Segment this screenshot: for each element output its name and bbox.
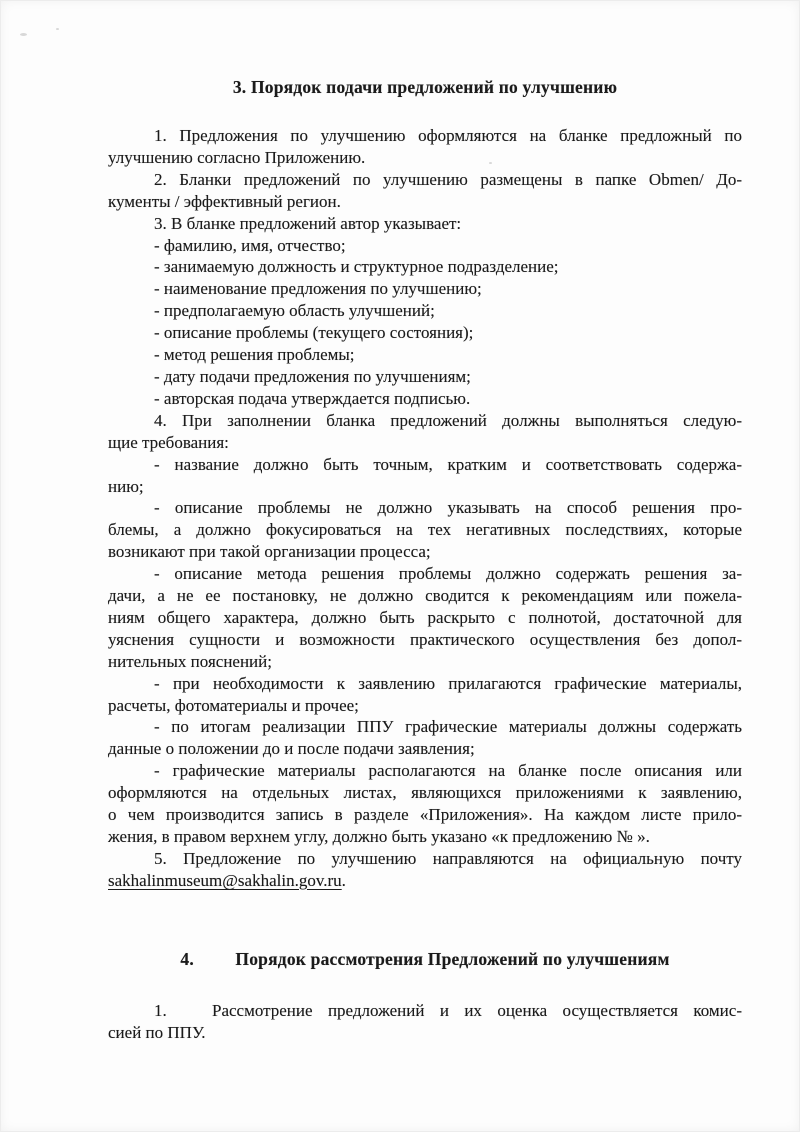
text-segment: - графические материалы располагаются на бланке после описания или (154, 761, 742, 781)
text-segment: уяснения сущности и возможности практического осуществления без допол- (108, 629, 742, 649)
paragraph (108, 322, 742, 344)
text-line (108, 629, 742, 651)
text-line (108, 585, 742, 607)
text-segment: оформляются на отдельных листах, являющихся приложениями к заявлению, (108, 783, 742, 803)
section-3-heading: 3. Порядок подачи предложений по улучшению (232, 77, 618, 97)
section-4-number: 4. (180, 948, 194, 969)
text-line (108, 213, 742, 235)
text-line (108, 278, 742, 300)
text-segment: - описание метода решения проблемы должно содержать решения за- (154, 564, 742, 584)
paragraph (108, 256, 742, 278)
text-line (108, 519, 742, 541)
text-line (108, 1000, 742, 1022)
text-segment: 2. Бланки предложений по улучшению размещены в папке Obmen/ До- (154, 169, 742, 189)
text-segment: кументы / эффективный регион. (108, 191, 341, 211)
text-segment: улучшению согласно Приложению. (108, 147, 366, 167)
paragraph (108, 1000, 742, 1044)
text-segment: 1. (154, 1000, 167, 1020)
text-line (108, 125, 742, 147)
text-segment: нительных пояснений; (108, 651, 272, 671)
text-segment: 1. Предложения по улучшению оформляются на бланке предложный по (154, 126, 742, 145)
text-line (108, 738, 742, 760)
text-line (108, 848, 742, 870)
paragraph (108, 169, 742, 213)
text-line (108, 235, 742, 257)
text-segment: Рассмотрение предложений и их оценка осуществляется комис- (212, 1000, 742, 1020)
text-segment: - наименование предложения по улучшению; (154, 279, 482, 299)
paragraph (108, 410, 742, 454)
section-4-title: Порядок рассмотрения Предложений по улучшениям (235, 948, 670, 969)
text-segment: - авторская подача утверждается подписью. (154, 388, 471, 408)
text-segment: возникают при такой организации процесса; (108, 542, 431, 562)
text-line (108, 388, 742, 410)
text-line (108, 432, 742, 454)
text-line (108, 651, 742, 673)
text-line (108, 607, 742, 629)
text-line (108, 541, 742, 563)
section-4-heading (108, 948, 742, 971)
text-line (108, 760, 742, 782)
text-line (108, 191, 742, 213)
text-segment: - занимаемую должность и структурное подразделение; (154, 257, 559, 277)
text-segment: - метод решения проблемы; (154, 345, 355, 365)
text-line (108, 804, 742, 826)
paragraph (108, 213, 742, 235)
paragraph (108, 497, 742, 563)
text-segment: ниям общего характера, должно быть раскрыто с полнотой, достаточной для (108, 607, 742, 627)
text-line (108, 695, 742, 717)
text-segment: . (341, 870, 346, 890)
text-line (108, 344, 742, 366)
text-segment: - фамилию, имя, отчество; (154, 235, 346, 255)
paragraph (108, 278, 742, 300)
text-segment: данные о положении до и после подачи заявления; (108, 739, 475, 759)
text-line (108, 476, 742, 498)
text-line (108, 322, 742, 344)
text-segment: щие требования: (108, 432, 229, 452)
paragraph (108, 300, 742, 322)
text-segment: - дату подачи предложения по улучшениям; (154, 366, 471, 386)
text-segment: 5. Предложение по улучшению направляются на официальную почту (154, 848, 742, 868)
text-segment: о чем производится запись в разделе «Приложения». На каждом листе прило- (108, 805, 742, 825)
text-line (108, 716, 742, 738)
paragraph (108, 563, 742, 673)
paragraph (108, 716, 742, 760)
text-segment: 3. В бланке предложений автор указывает: (154, 213, 462, 233)
text-line (108, 870, 742, 892)
text-segment: жения, в правом верхнем углу, должно быть указано «к предложению № ». (108, 827, 650, 846)
section-4-body (108, 1000, 742, 1044)
paragraph (108, 125, 742, 169)
text-line (108, 256, 742, 278)
paragraph (108, 848, 742, 892)
email-text: sakhalinmuseum@sakhalin.gov.ru (108, 870, 342, 890)
paragraph (108, 366, 742, 388)
text-line (108, 826, 742, 848)
paragraph (108, 344, 742, 366)
text-line (108, 169, 742, 191)
text-segment: блемы, а должно фокусироваться на тех негативных последствиях, которые (108, 520, 742, 540)
scan-speck (56, 28, 59, 30)
text-line (108, 673, 742, 695)
text-segment: - название должно быть точным, кратким и соответствовать содержа- (154, 454, 742, 474)
text-segment: - по итогам реализации ППУ графические материалы должны содержать (154, 717, 742, 737)
text-segment: расчеты, фотоматериалы и прочее; (108, 695, 359, 715)
text-line (108, 497, 742, 519)
text-segment: - описание проблемы не должно указывать на способ решения про- (154, 498, 742, 518)
paragraph (108, 235, 742, 257)
text-line (108, 366, 742, 388)
text-segment: нию; (108, 476, 144, 496)
text-line (108, 782, 742, 804)
section-3-body (108, 125, 742, 892)
text-line (108, 563, 742, 585)
paragraph (108, 454, 742, 498)
paragraph (108, 760, 742, 848)
text-segment: - предполагаемую область улучшений; (154, 301, 435, 321)
scan-speck (20, 33, 27, 36)
text-line (108, 410, 742, 432)
text-line (108, 147, 742, 169)
text-line (108, 454, 742, 476)
text-line (108, 1022, 742, 1044)
text-segment: сией по ППУ. (108, 1022, 206, 1042)
text-segment: - при необходимости к заявлению прилагаются графические материалы, (154, 673, 742, 693)
text-line (108, 300, 742, 322)
text-segment: - описание проблемы (текущего состояния); (154, 323, 474, 343)
paragraph (108, 388, 742, 410)
paragraph (108, 673, 742, 717)
text-segment: дачи, а не ее постановку, не должно сводится к рекомендациям или пожела- (108, 586, 742, 606)
scan-speck (489, 162, 492, 164)
text-segment: 4. При заполнении бланка предложений должны выполняться следую- (154, 410, 742, 430)
